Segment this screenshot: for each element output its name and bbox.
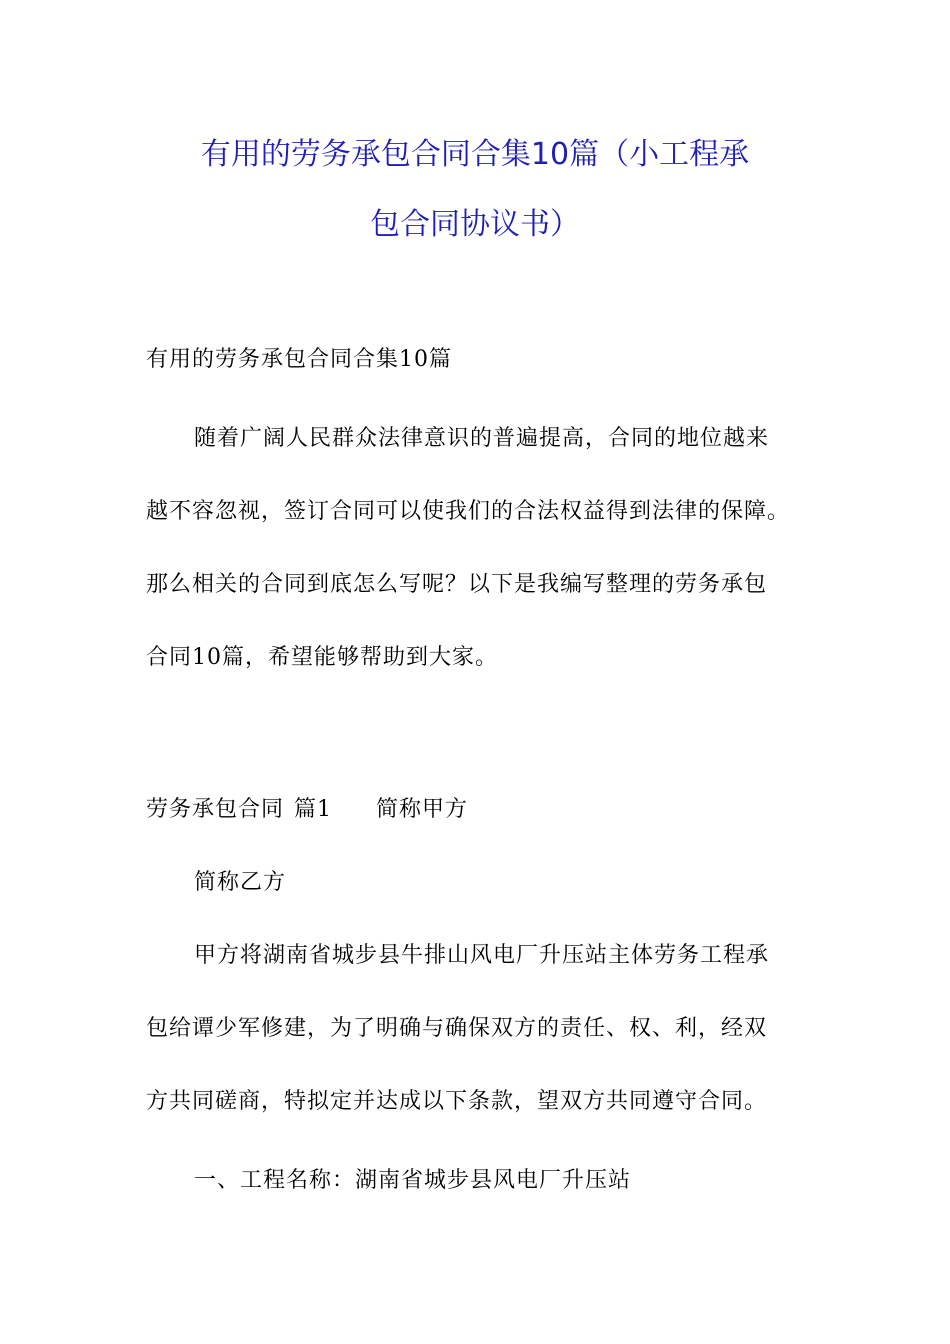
- intro-line-2: 越不容忽视，签订合同可以使我们的合法权益得到法律的保障。: [146, 499, 791, 524]
- document-title-line-1: 有用的劳务承包合同合集10篇（小工程承: [200, 137, 750, 172]
- document-title-line-2: 包合同协议书）: [370, 207, 580, 242]
- clause-1: 一、工程名称：湖南省城步县风电厂升压站: [194, 1168, 632, 1193]
- intro-line-4: 合同10篇，希望能够帮助到大家。: [146, 645, 498, 670]
- intro-line-1: 随着广阔人民群众法律意识的普遍提高，合同的地位越来: [194, 426, 770, 451]
- section-heading-name: 劳务承包合同: [146, 797, 285, 822]
- body-line-2: 包给谭少军修建，为了明确与确保双方的责任、权、利，经双: [146, 1016, 768, 1041]
- section-heading-part: 篇1: [294, 797, 333, 822]
- section-heading: [146, 795, 468, 825]
- party-b-label: 简称乙方: [194, 870, 287, 895]
- body-line-3: 方共同磋商，特拟定并达成以下条款，望双方共同遵守合同。: [146, 1089, 768, 1114]
- party-a-label: 简称甲方: [376, 797, 469, 822]
- body-line-1: 甲方将湖南省城步县牛排山风电厂升压站主体劳务工程承: [194, 943, 770, 968]
- intro-line-3: 那么相关的合同到底怎么写呢？以下是我编写整理的劳务承包: [146, 572, 768, 597]
- document-subtitle: 有用的劳务承包合同合集10篇: [146, 347, 452, 372]
